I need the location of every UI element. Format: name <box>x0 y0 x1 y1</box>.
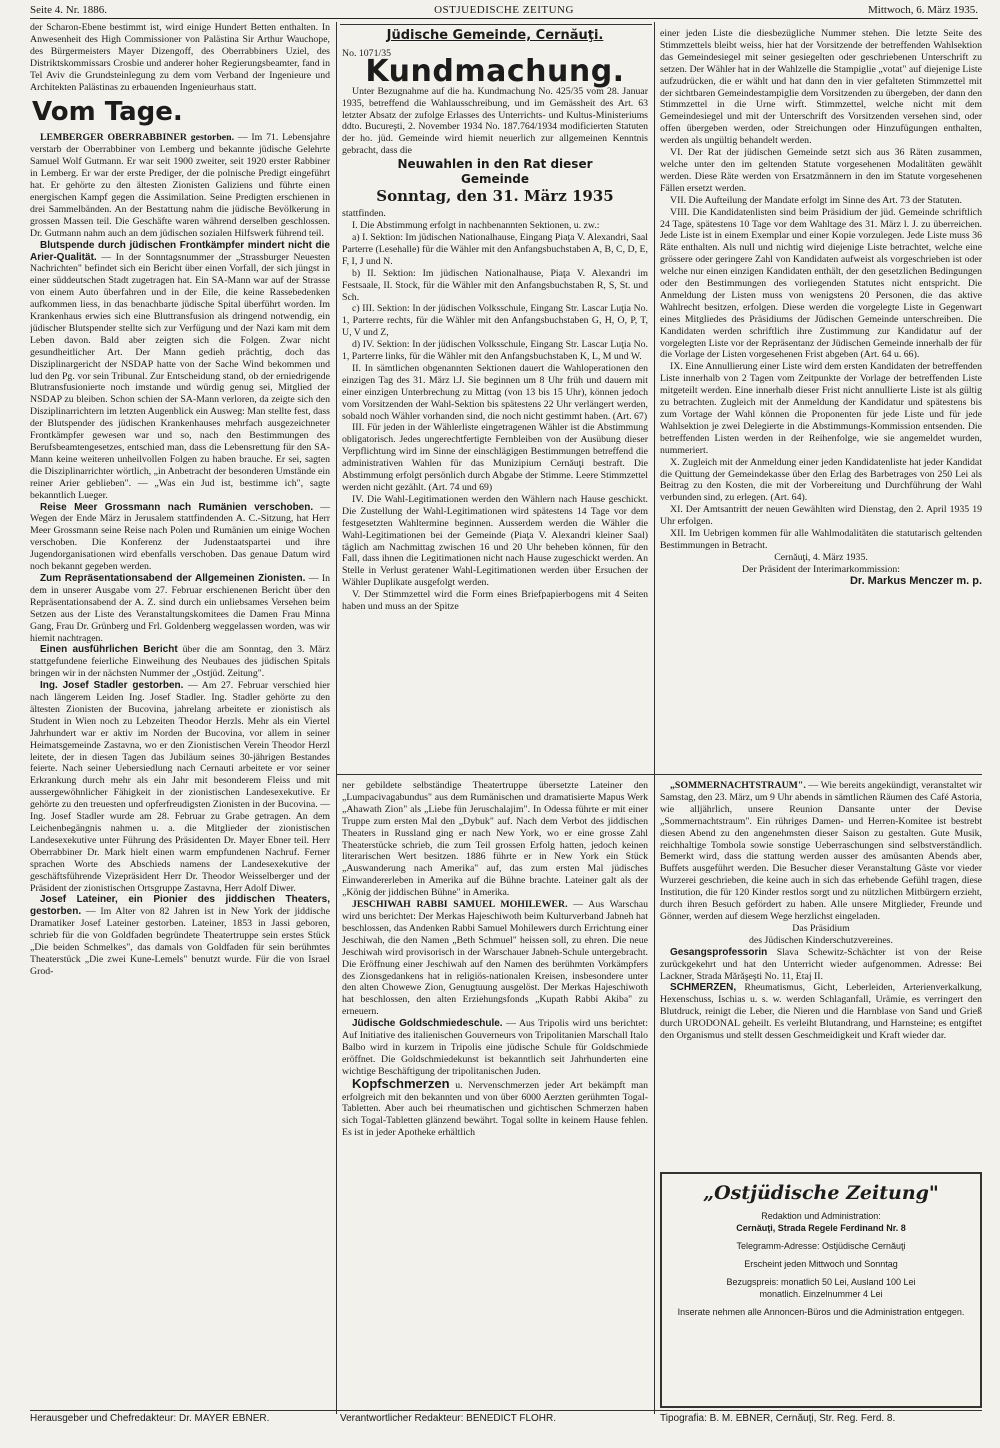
notice-paragraph: IV. Die Wahl-Legitimationen werden den Wählern nach Hause geschickt. Die Zustellung der Wahl-Legitimationen wird spätestens 14 Tage vor dem festgesetzten Wahltermine beginnen. Ausserdem werden die Wähler die Wahl-Legitimationen bei der Gemeinde (Piaţa V. Alexandri kleiner Saal) täglich am Nachmittag zwischen 16 und 20 Uhr beheben können, für den Fall, dass ihnen die Legitimationen nicht nach Hause zugeschickt werden. An Stelle in Verlust geratener Wahl-Legitimationen werden über Ersuchen der Wähler Duplikate ausgefolgt werden. <box>342 493 648 589</box>
article-body: — Wie bereits angekündigt, veranstaltet wir Samstag, den 23. März, um 9 Uhr abends in sämtlichen Räumen des Café Astoria, wie alljährlich, unsere Reunion Dansante unter der Devise „Sommernachtstraum". Ein rühriges Damen- und Herren-Komitee ist bestrebt diesen Abend zu den angenehmsten dieser Saison zu gestalten. Gute Musik, reichhaltige Tombola sowie sonstige Ueberraschungen sind selbstverständlich. Bemerkt wird, dass die stattung werden ausser des amüsanten Abends aber, Buffets ausgeführt werden. Die Besucher dieser Veranstaltung Gäste vor vieder Wurzerei geschrieben, die keine auch in sich das erhebende Gefühl tragen, diese Institution, die für 120 Kinder restlos sorgt und zu nützlichen Mitbürgern erzieht, durch ihren Besuch gefördert zu haben. Alle unsere Mitglieder, Freunde und Gönner, werden auf diesem Wege herzlichst eingeladen. <box>660 780 982 922</box>
election-notice <box>342 28 648 772</box>
notice-paragraph: XI. Der Amtsantritt der neuen Gewählten wird Dienstag, den 2. April 1935 19 Uhr erfolgen. <box>660 504 982 528</box>
issue-date: Mittwoch, 6. März 1935. <box>868 4 978 16</box>
article-body: — Am 27. Februar verschied hier nach längerem Leiden Ing. Josef Stadler. Ing. Stadler gehörte zu den ältesten Zionisten der Bucovina, jahrelang arbeitete er zionistisch als Student in Wien noch zu Lebzeiten Theodor Herzls. Mehr als ein Viertel Jahrhundert war er aktiv im Norden der Bucovina, vor allem in seiner Heimatsgemeinde Zastavna, wo er den Zionistischen Verein Theodor Herzl leitete, der in diesen Tagen das Jubiläum seines 30-jährigen Bestandes feierte. Nach seiner Uebersiedlung nach Cernauti arbeitete er vor seiner Erkrankung durch mehr als ein Jahr mit besonderem Fleiss und mit aussergewöhnlicher Fähigkeit in der zionistischen Landesexekutive. Er gehörte zu den treuesten und opferfreudigsten Zionisten in der Bucovina. — Ing. Josef Stadler wurde am 28. Februar zu Grabe getragen. An dem Leichenbegängnis nahmen u. a. die Mitglieder der zionistischen Landesexekutive unter Führung des Präsidenten Dr. Mayer Ebner teil. Herr Oberrabbiner Dr. Mark hielt einen warm empfundenen Nachruf. Ferner sprachen Worte des Abschieds namens der Landesexekutive der geschäftsführende Vizepräsident Herr Dr. Theodor Weisselberger und der Präsident der zionistischen Ortsgruppe Zastavna, Herr Adolf Diwer. <box>30 680 330 894</box>
election-title: Neuwahlen in den Rat dieser <box>397 157 593 172</box>
article-headline: JESCHIWAH RABBI SAMUEL MOHILEWER. <box>352 899 568 911</box>
notice-issuer: Jüdische Gemeinde, Cernăuţi. <box>386 28 604 43</box>
ad-headline: Kopfschmerzen <box>352 1075 450 1091</box>
advertisement <box>342 1075 648 1140</box>
article <box>30 132 330 239</box>
notice-paragraph: c) III. Sektion: In der jüdischen Volksschule, Eingang Str. Lascar Luţia No. 1, Parterre rechts, für die Wähler mit den Anfangsbuchstaben G, H, O, P, T, U, V und Z, <box>342 303 648 339</box>
column-rule <box>654 22 655 1414</box>
publication-title: „Ostjüdische Zeitung" <box>703 1182 939 1204</box>
publication-price: Bezugspreis: monatlich 50 Lei, Ausland 100 Lei <box>726 1277 916 1287</box>
article-body: — Wegen der Ende März in Jerusalem stattfindenden A. C.-Sitzung, hat Herr Meer Grossmann seine Reise nach Polen und Rumänien um einige Wochen verschoben. Die Konferenz der Judenstaatspartei und ihre Jugendorganisationen wird ebenfalls verschoben. Das genaue Datum wird noch bekannt gegeben werden. <box>30 501 330 573</box>
footer-editor: Verantwortlicher Redakteur: BENEDICT FLOHR. <box>340 1413 557 1424</box>
footer-rule <box>30 1410 982 1411</box>
article-body: über die am Sonntag, den 3. März stattgefundene feierliche Einweihung des Neubaues des jüdischen Spitals bringen wir in der nächsten Nummer der „Ostjüd. Zeitung". <box>30 644 330 680</box>
notice-paragraph: d) IV. Sektion: In der jüdischen Volksschule, Eingang Str. Lascar Luţia No. 1, Parterre links, für die Wähler mit den Anfangsbuchstaben K, L, M und W. <box>342 339 648 363</box>
advertisement <box>660 947 982 983</box>
election-title-2: Gemeinde <box>460 172 529 187</box>
article-headline: LEMBERGER OBERRABBINER gestorben. <box>40 132 235 144</box>
notice-number: No. 1071/35 <box>342 47 391 59</box>
article-headline: „SOMMERNACHTSTRAUM". <box>670 780 806 791</box>
notice-paragraph: III. Für jeden in der Wählerliste eingetragenen Wähler ist die Abstimmung obligatorisch. Jedes ungerechtfertigte Fernbleiben von der Ausübung dieser Verpflichtung wird im Sinne der einschlägigen Bestimmungen betreffend die administrativen Wahlen für das Munizipium Cernăuţi bestraft. Die Abstimmung erfolgt persönlich durch Abgabe der Stimme. Leere Stimmzettel werden nicht gezählt. (Art. 74 und 69) <box>342 422 648 493</box>
article-body: — Aus Warschau wird uns berichtet: Der Merkas Hajeschiwoth beim Kulturverband Jabneh hat beschlossen, das Andenken Rabbi Samuel Mohilewers durch Errichtung einer Jeschiwah, die den Namen „Beth Schmuel" heissen soll, zu ehren. Die neue Jeschiwah wird provisorisch in der Warschauer Jabneh-Schule untergebracht. Die Eröffnung einer Jeschiwah auf den Namen des berühmten Vorkämpfers des Zionsgedankens hat in religiös-nationalen Kreisen, insbesondere unter den alten Chowewe Zion, Genugtuung ausgelöst. Der Merkas Hajeschiwoth hat beschlossen, den alten Erziehungsfonds „Kupath Rabbi Akiba" zu erneuern. <box>342 899 648 1018</box>
publication-info-box <box>660 1172 982 1408</box>
ad-body: Rheumatismus, Gicht, Leberleiden, Arterienverkalkung, Hexenschuss, Ischias u. s. w. werden Schlaganfall, Urämie, es verringert den Blutdruck, reinigt die Leber, die Nieren und die Harnblase von Sand und Grieß durch URODONAL geheilt. Es verleiht Blutandrang, und Harnsteine; es entgiftet den Organismus und stellt dessen Geschmeidigkeit und Kraft wieder dar. <box>660 982 982 1042</box>
notice-president: Der Präsident der Interimarkommission: <box>741 563 901 575</box>
article-signature: Das Präsidium <box>792 922 850 934</box>
article-body: — In dem in unserer Ausgabe vom 27. Februar erschienenen Bericht über den Repräsentationsabend der A. Z. sind durch ein unliebsames Versehen beim Setzen aus der Liste des Veranstaltungskomitees die Damen Frau Minna Gang, Frau Dr. Grünberg und Frl. Goldenberg weggelassen worden, was wir hiemit nachtragen. <box>30 572 330 644</box>
notice-paragraph: VIII. Die Kandidatenlisten sind beim Präsidium der jüd. Gemeinde schriftlich 24 Tage, spätestens 10 Tage vor dem Wahltage des 31. März l. J. zu überreichen. Jede Liste ist in einem Exemplar und einer Kopie vorzulegen. Jede Liste muss 36 Räte enthalten. Als null und nichtig wird diejenige Liste betrachtet, welche eine grössere oder geringere Zahl von Kandidaten aufweist als vorgeschrieben ist oder welche nur einen einzigen Kandidaten enthält, der den gesetzlichen Bedingungen oder den Bestimmungen des vorliegenden Statutes nicht entspricht. Die Anmeldung der Listen muss von wenigstens 20 Personen, die das aktive Wahlrecht besitzen, erfolgen. Diese werden die vorgelegte Liste in Gegenwart eines Mitgliedes des Präsidiums der Jüdischen Gemeinde unterschreiben. Die Kandidaten werden schriftlich ihre Zustimmung zur Kandidatur auf der vorgelegten Liste vor der Repräsentanz der Jüdischen Gemeinde innerhalb der für die Vorlage der Listen vorgesehenen Frist abgeben (Art. 64 u. 66). <box>660 206 982 361</box>
article-headline: Zum Repräsentationsabend der Allgemeinen Zionisten. <box>40 572 306 584</box>
article-headline: Einen ausführlichen Bericht <box>40 644 178 656</box>
left-column <box>30 22 330 1410</box>
article-headline: Blutspende durch jüdischen Frontkämpfer mindert nicht die Arier-Qualität. <box>30 239 330 263</box>
notice-paragraph: V. Der Stimmzettel wird die Form eines Briefpapierbogens mit 4 Seiten haben und muss an der Spitze <box>342 589 648 613</box>
notice-bottom-rule <box>655 774 982 775</box>
article <box>660 780 982 923</box>
article <box>30 573 330 644</box>
article <box>30 644 330 680</box>
article-signature: des Jüdischen Kinderschutzvereines. <box>749 934 893 946</box>
notice-bottom-rule <box>337 774 654 775</box>
article-body: — In der Sonntagsnummer der „Strassburger Neuesten Nachrichten" befindet sich ein Bericht über einen Vorfall, der sich jüngst in einer süddeutschen Stadt zugetragen hat. Ein SA-Mann war auf der Strasse von einem Auto überfahren und in der Eile, die keine Rassebedenken aufkommen liess, in das benachbarte jüdische Spital überführt worden. Im Krankenhaus erwies sich eine Bluttransfusion als dringend notwendig, ein jüdischer Blutspender stellte sich zur Verfügung und der Nazi kam mit dem Leben davon. Bald aber zeigten sich die Folgen. Zwar nicht gesundheitlicher Art. Der Mann gedieh prächtig, doch das Disziplinargericht der NSDAP hatte von der Sache Wind bekommen und lud den Pg. vor sein Tribunal. Zur Entscheidung stand, ob der erniedrigende Blutransfusionierte noch imstande und würdig genug sei, Mitglied der NSDAP zu bleiben. Schon schien der SA-Mann verloren, da zeigte sich den Disziplinarrichtern im letzten Augenblick ein Ausweg: Man stellte fest, dass der Blutspender des jüdischen Krankenhauses mehrfach ausgezeichneter Frontkämpfer gewesen war und so, nach den Bestimmungen des Berufsbeamtengesetzes, entschied man, dass die Lebensrettung für den SA-Mann keine weiteren unheilvollen Folgen zu haben brauche. Er sei, sagten die Disziplinarrichter wörtlich, „in Anbetracht der besonderen Umstände ein reiner Arier geblieben". — „Was ein Jud ist, bestimme ich", sagte bekanntlich Lueger. <box>30 251 330 501</box>
page-number: Seite 4. Nr. 1886. <box>30 4 107 16</box>
publication-price-2: monatlich. Einzelnummer 4 Lei <box>759 1289 883 1299</box>
publication-line: Redaktion und Administration: <box>761 1211 881 1221</box>
notice-paragraph: b) II. Sektion: Im jüdischen Nationalhause, Piaţa V. Alexandri im Festsaale, II. Stock, für die Wähler mit den Anfangsbuchstaben R, S, St. und Sch. <box>342 267 648 303</box>
notice-heading: Kundmachung. <box>365 53 625 89</box>
article-body: — Im 71. Lebensjahre verstarb der Oberrabbiner von Lemberg und bekannte jüdische Gelehrte Samuel Wolf Gutmann. Er war seit 1900 zweiter, seit 1920 erster Rabbiner in Lemberg. Er war der erste Prediger, der die polnische Predigt eingeführt hat. Er gehörte zu den ältesten Zionisten Galiziens und führte einen energischen Kampf gegen die Assimilation. Seine Predigten erschienen in drei Sammelbänden. An der Bestattung nahm die jüdische Bevölkerung in grossen Massen teil. Die Geschäfte waren während derselben geschlossen. Dr. Gutmann nahm auch an dem jüdischen sozialen Hilfswerk führend teil. <box>30 132 330 239</box>
ad-body: Slava Schewitz-Schächter ist von der Reise zurückgekehrt und hat den Unterricht wieder aufgenommen. Adresse: Bei Lackner, Strada Mărăşeşti No. 11, Etaj II. <box>660 946 982 982</box>
article-headline: Jüdische Goldschmiedeschule. <box>352 1018 503 1030</box>
notice-top-rule <box>340 24 652 25</box>
publication-address: Cernăuţi, Strada Regele Ferdinand Nr. 8 <box>736 1223 906 1233</box>
newspaper-name: OSTJUEDISCHE ZEITUNG <box>434 4 574 16</box>
section-title: Vom Tage. <box>32 97 183 128</box>
notice-paragraph: II. In sämtlichen obgenannten Sektionen dauert die Wahloperationen den einzigen Tag des 31. März l.J. Sie beginnen um 8 Uhr früh und dauern mit einer einzigen Unterbrechung zu Mittag (von 13 bis 15 Uhr), können jedoch vom Vorsitzenden der Wahl-Sektion bis spätestens 22 Uhr verlängert werden, sobald noch Wähler vorhanden sind, die noch nicht gestimmt haben. (Art. 67) <box>342 362 648 422</box>
footer-printer: Tipografia: B. M. EBNER, Cernăuţi, Str. Reg. Ferd. 8. <box>660 1413 896 1424</box>
publication-ads-note: Inserate nehmen alle Annoncen-Büros und die Administration entgegen. <box>677 1307 965 1317</box>
article-body: — Im Alter von 82 Jahren ist in New York der jiddische Dramatiker Josef Lateiner gestorben. Lateiner, 1853 in Jassi geboren, schrieb für die von Goldfaden begründete Theatertruppe sein erstes Stück „Die beiden Schmelkes", das damals von Goldfaden für sein berühmtes Theaterstück „Die zwei Kune-Lemels" benutzt wurde. Für die von Israel Grod- <box>30 906 330 977</box>
article-body: — Aus Tripolis wird uns berichtet: Auf Initiative des italienischen Gouverneurs von Tripolitanien Marschall Italo Balbo wird in kurzem in Tripolis eine jüdische Schule für Goldschmiede eröffnet. Die Goldschmiedekunst ist bekanntlich seit Jahrhunderten eine wichtige Beschäftigung der tripolitanischen Juden. <box>342 1018 648 1077</box>
article <box>342 899 648 1018</box>
article <box>342 1018 648 1078</box>
publication-telegram: Telegramm-Adresse: Ostjüdische Cernăuţi <box>736 1241 906 1251</box>
right-column-lower <box>660 780 982 1168</box>
notice-paragraph: Unter Bezugnahme auf die ha. Kundmachung No. 425/35 vom 28. Januar 1935, betreffend die Wahlausschreibung, und im Gemässheit des Art. 63 letzter Absatz der zufolge Erlasses des Unterrichts- und Kultus-Ministeriums ddto. Bucureşti, 2. November 1934 No. 187.764/1934 modificierten Statuten der ho. jüd. Gemeinde wird hiemit neuerlich zur allgemeinen Kenntnis gebracht, dass die <box>342 85 648 157</box>
notice-place-date: Cernăuţi, 4. März 1935. <box>774 551 868 563</box>
publication-schedule: Erscheint jeden Mittwoch und Sonntag <box>744 1259 898 1269</box>
election-notice-continued <box>660 28 982 772</box>
notice-paragraph: XII. Im Uebrigen kommen für alle Wahlmodalitäten die statutarisch geltenden Bestimmungen in Betracht. <box>660 528 982 551</box>
notice-paragraph: einer jeden Liste die diesbezügliche Nummer stehen. Die letzte Seite des Stimmzettels bleibt weiss, hier hat der Vorsitzende der betreffenden Wahlsektion das Gemeindesiegel mit seiner gesiegelten oder geschriebenen Unterschrift zu setzen. Der Wähler hat in der Wahlzelle die Stampiglie „votat" auf diejenige Liste aufzudrücken, die er wählt und hat dann den in vier gefalteten Stimmzettel mit der sichtbaren Gemeindestampiglie dem Vorsitzenden zu übergeben, der dann den Stimmzettel in die Urne wirft. Stimmzettel, welche nicht mit dem Gemeindesiegel und mit der Unterschrift des Vorsitzenden versehen sind, oder offen übergeben werden, oder Streichungen oder Hinzufügungen enthalten, werden als ungültig behandelt werden. <box>660 28 982 147</box>
article-headline: Josef Lateiner, ein Pionier des jiddischen Theaters, gestorben. <box>30 894 330 918</box>
ad-body: u. Nervenschmerzen jeder Art bekämpft man erfolgreich mit den bekannten und von über 6000 Aerzten gerühmten Togal-Tabletten. Aber auch bei rheumatischen und gichtischen Schmerzen haben sich Togal-Tabletten glänzend bewährt. Togal sollte in keinem Hause fehlen. Es ist in jeder Apotheke erhältlich <box>342 1079 648 1139</box>
article <box>30 502 330 573</box>
article <box>30 240 330 502</box>
notice-paragraph: stattfinden. <box>342 208 386 220</box>
ad-headline: SCHMERZEN, <box>670 982 737 994</box>
notice-paragraph: IX. Eine Annullierung einer Liste wird dem ersten Kandidaten der betreffenden Liste innerhalb von 2 Tagen vom Zeitpunkte der Vorlage der betreffenden Liste mitgeteilt werden. Eine innerhalb dieser Frist nicht annullierte Liste ist als gültig zu betrachten. Zugleich mit der Anmeldung der Kandidatur und spätestens bis zum Vortage der Wahl können die Proponenten für jede Liste und für jede Wahlsektion je zwei Delegierte in die Abstimmungs-Kommission entsenden. Die betreffenden Listen werden in der Reihenfolge, wie sie angemeldet wurden, nummeriert. <box>660 361 982 456</box>
middle-column-lower <box>342 780 648 1408</box>
masthead <box>30 4 978 19</box>
article-continuation: der Scharon-Ebene bestimmt ist, wird einige Hundert Betten enthalten. In Anwesenheit des High Commissioner von Palästina Sir Arthur Wauchope, des Bürgermeisters Mayer Dizengoff, des Oberrabbiners Uziel, des Distriktskommissars Crosbie und anderer hoher Regierungsbeamter, fand in Tel Aviv die Grundsteinlegung zu dem vom Verband der Ingenieure und Architekten Palästinas zu erbauenden Ingenieurhaus statt. <box>30 22 330 93</box>
article <box>30 894 330 977</box>
ad-headline: Gesangsprofessorin <box>670 946 768 958</box>
article-headline: Reise Meer Grossmann nach Rumänien verschoben. <box>40 501 314 513</box>
notice-paragraph: a) I. Sektion: Im jüdischen Nationalhause, Eingang Piaţa V. Alexandri, Saal Parterre (Lesehalle) für die Wähler mit den Anfangsbuchstaben A, B, C, D, E, F, I, J und N. <box>342 231 648 267</box>
election-date: Sonntag, den 31. März 1935 <box>376 187 614 206</box>
notice-paragraph: I. Die Abstimmung erfolgt in nachbenannten Sektionen, u. zw.: <box>352 220 600 232</box>
notice-signature: Dr. Markus Menczer m. p. <box>849 574 982 587</box>
footer-publisher: Herausgeber und Chefredakteur: Dr. MAYER EBNER. <box>30 1413 270 1424</box>
notice-paragraph: VI. Der Rat der jüdischen Gemeinde setzt sich aus 36 Räten zusammen, welche unter den im geltenden Statute vorgesehenen Modalitäten gewählt werden. Diese Räte werden von Ersatzmännern in den im Statute vorgesehenen Fällen ersetzt werden. <box>660 147 982 194</box>
article-headline: Ing. Josef Stadler gestorben. <box>40 680 184 692</box>
article-continuation: ner gebildete selbständige Theatertruppe übersetzte Lateiner den „Lumpacivagabundus" aus dem Rumänischen und dramatisierte Mapus Werk „Ahawath Zion" als „Liebe fün Jeruschalajim". In Odessa führte er mit einer Truppe zum ersten Mal den „Dybuk" auf. Nach dem Verbot des jiddischen Theaters in Russland ging er nach New York, wo er eine grosse Zahl Theaterstücke schrieb, die zum Teil grossen Erfolg hatten, jedoch keinen literarischen Wert besitzen. 1886 führte er in New York ein Stück „Auswanderung nach Amerika" auf, das zum ersten Mal jüdisches Einwandererleben in Amerika auf die Bühne brachte. Lateiner galt als der „König der jiddischen Bühne" in Amerika. <box>342 780 648 899</box>
notice-paragraph: X. Zugleich mit der Anmeldung einer jeden Kandidatenliste hat jeder Kandidat die Quittung der Gemeindekasse über den Erlag des Barbetrages von 250 Lei als Beitrag zu den Kosten, die mit der Vorbereitung und Durchführung der Wahl verbunden sind, zu erlegen. (Art. 64). <box>660 456 982 504</box>
column-rule <box>336 22 337 1414</box>
advertisement <box>660 982 982 1042</box>
article <box>30 680 330 894</box>
notice-paragraph: VII. Die Aufteilung der Mandate erfolgt im Sinne des Art. 73 der Statuten. <box>670 194 962 206</box>
